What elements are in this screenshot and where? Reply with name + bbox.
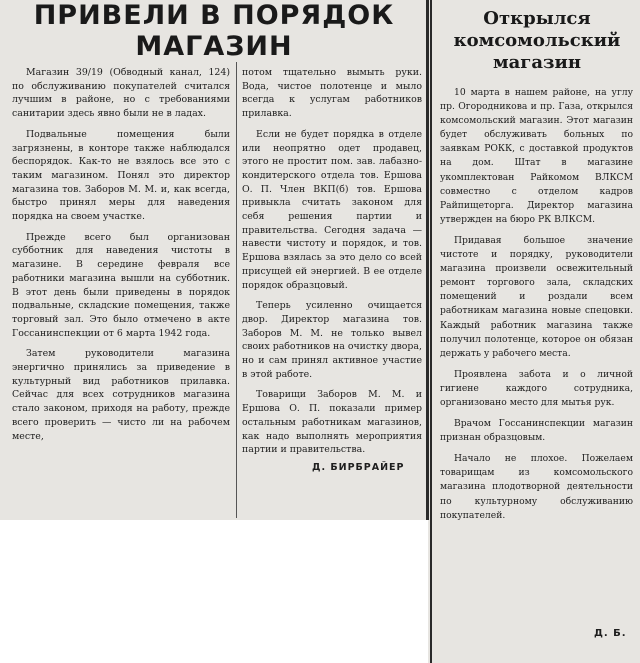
left-article-headline: ПРИВЕЛИ В ПОРЯДОК МАГАЗИН	[33, 0, 395, 62]
article-paragraph: Проявлена забота и о личной гигиене каждого сотрудника, организовано место для мытья рук.	[440, 368, 633, 408]
article-paragraph: Товарищи Заборов М. М. и Ершова О. П. показали пример остальным работникам магазинов, как надо выполнять мероприятия партии и правительства.	[242, 389, 422, 456]
article-paragraph: Прежде всего был организован субботник для наведения чистоты в магазине. В середине февраля все работники магазина вышли на субботник. В этот день были приведены в порядок подвальные, складские помещения, также торговый зал. Это было отмечено в акте Госсанинспекции от 6 марта 1942 года.	[12, 231, 230, 339]
article-paragraph: Теперь усиленно очищается двор. Директор магазина тов. Заборов М. М. не только вывел своих работников на очистку двора, но и сам принял активное участие в этой работе.	[242, 300, 422, 380]
right-article-column	[440, 86, 633, 523]
article-paragraph: Если не будет порядка в отделе или неопрятно одет продавец, этого не простит пом. зав. лабазно-кондитерского отдела тов. Ершова О. П. Член ВКП(б) тов. Ершова привыкла считать законом для себя решения партии и правительства. Сегодня задача — навести чистоту и порядок, и тов. Ершова взялась за это дело со всей присущей ей энергией. В ее отделе порядок образцовый.	[242, 128, 422, 291]
right-article-signature: Д. Б.	[594, 628, 627, 639]
article-paragraph: Магазин 39/19 (Обводный канал, 124) по обслуживанию покупателей считался лучшим в районе, но с требованиями санитарии здесь явно были не в ладах.	[12, 67, 230, 120]
article-paragraph: Придавая большое значение чистоте и порядку, руководители магазина произвели освежительный ремонт торгового зала, складских помещений и роздали всем работникам магазина новые спецовки. Каждый работник магазина также получил полотенце, которое он обязан держать у рабочего места.	[440, 234, 633, 359]
column-rule	[426, 0, 429, 520]
article-paragraph: Врачом Госсанинспекции магазин признан образцовым.	[440, 418, 633, 444]
left-article-column-1	[12, 66, 230, 443]
article-paragraph: Затем руководители магазина энергично принялись за приведение в культурный вид работников прилавка. Сейчас для всех сотрудников магазина стало законом, приходя на работу, прежде всего проверить — чисто ли на рабочем месте,	[12, 348, 230, 442]
column-rule	[236, 62, 237, 518]
left-article-column-2	[242, 66, 422, 457]
right-article-headline: Открылся комсомольский магазин	[453, 8, 621, 73]
article-paragraph: Подвальные помещения были загрязнены, в конторе также наблюдался беспорядок. Как-то не взялось все это с таким магазином. Понял это директор магазина тов. Заборов М. М. и, как всегда, быстро принял меры для наведения порядка на своем участке.	[12, 128, 230, 223]
left-article-signature: Д. БИРБРАЙЕР	[312, 462, 405, 473]
article-paragraph: Начало не плохое. Пожелаем товарищам из комсомольского магазина плодотворной деятельности по культурному обслуживанию покупателей.	[440, 453, 633, 521]
article-paragraph: потом тщательно вымыть руки. Вода, чистое полотенце и мыло всегда к услугам работников прилавка.	[242, 67, 422, 120]
article-paragraph: 10 марта в нашем районе, на углу пр. Огородникова и пр. Газа, открылся комсомольский магазин. Этот магазин будет обслуживать больных по заявкам РОКК, с доставкой продуктов на дом. Штат в магазине укомплектован Райкомом ВЛКСМ совместно с отделом кадров Райпищеторга. Директор магазина утвержден на бюро РК ВЛКСМ.	[440, 87, 633, 225]
column-rule	[430, 0, 432, 663]
